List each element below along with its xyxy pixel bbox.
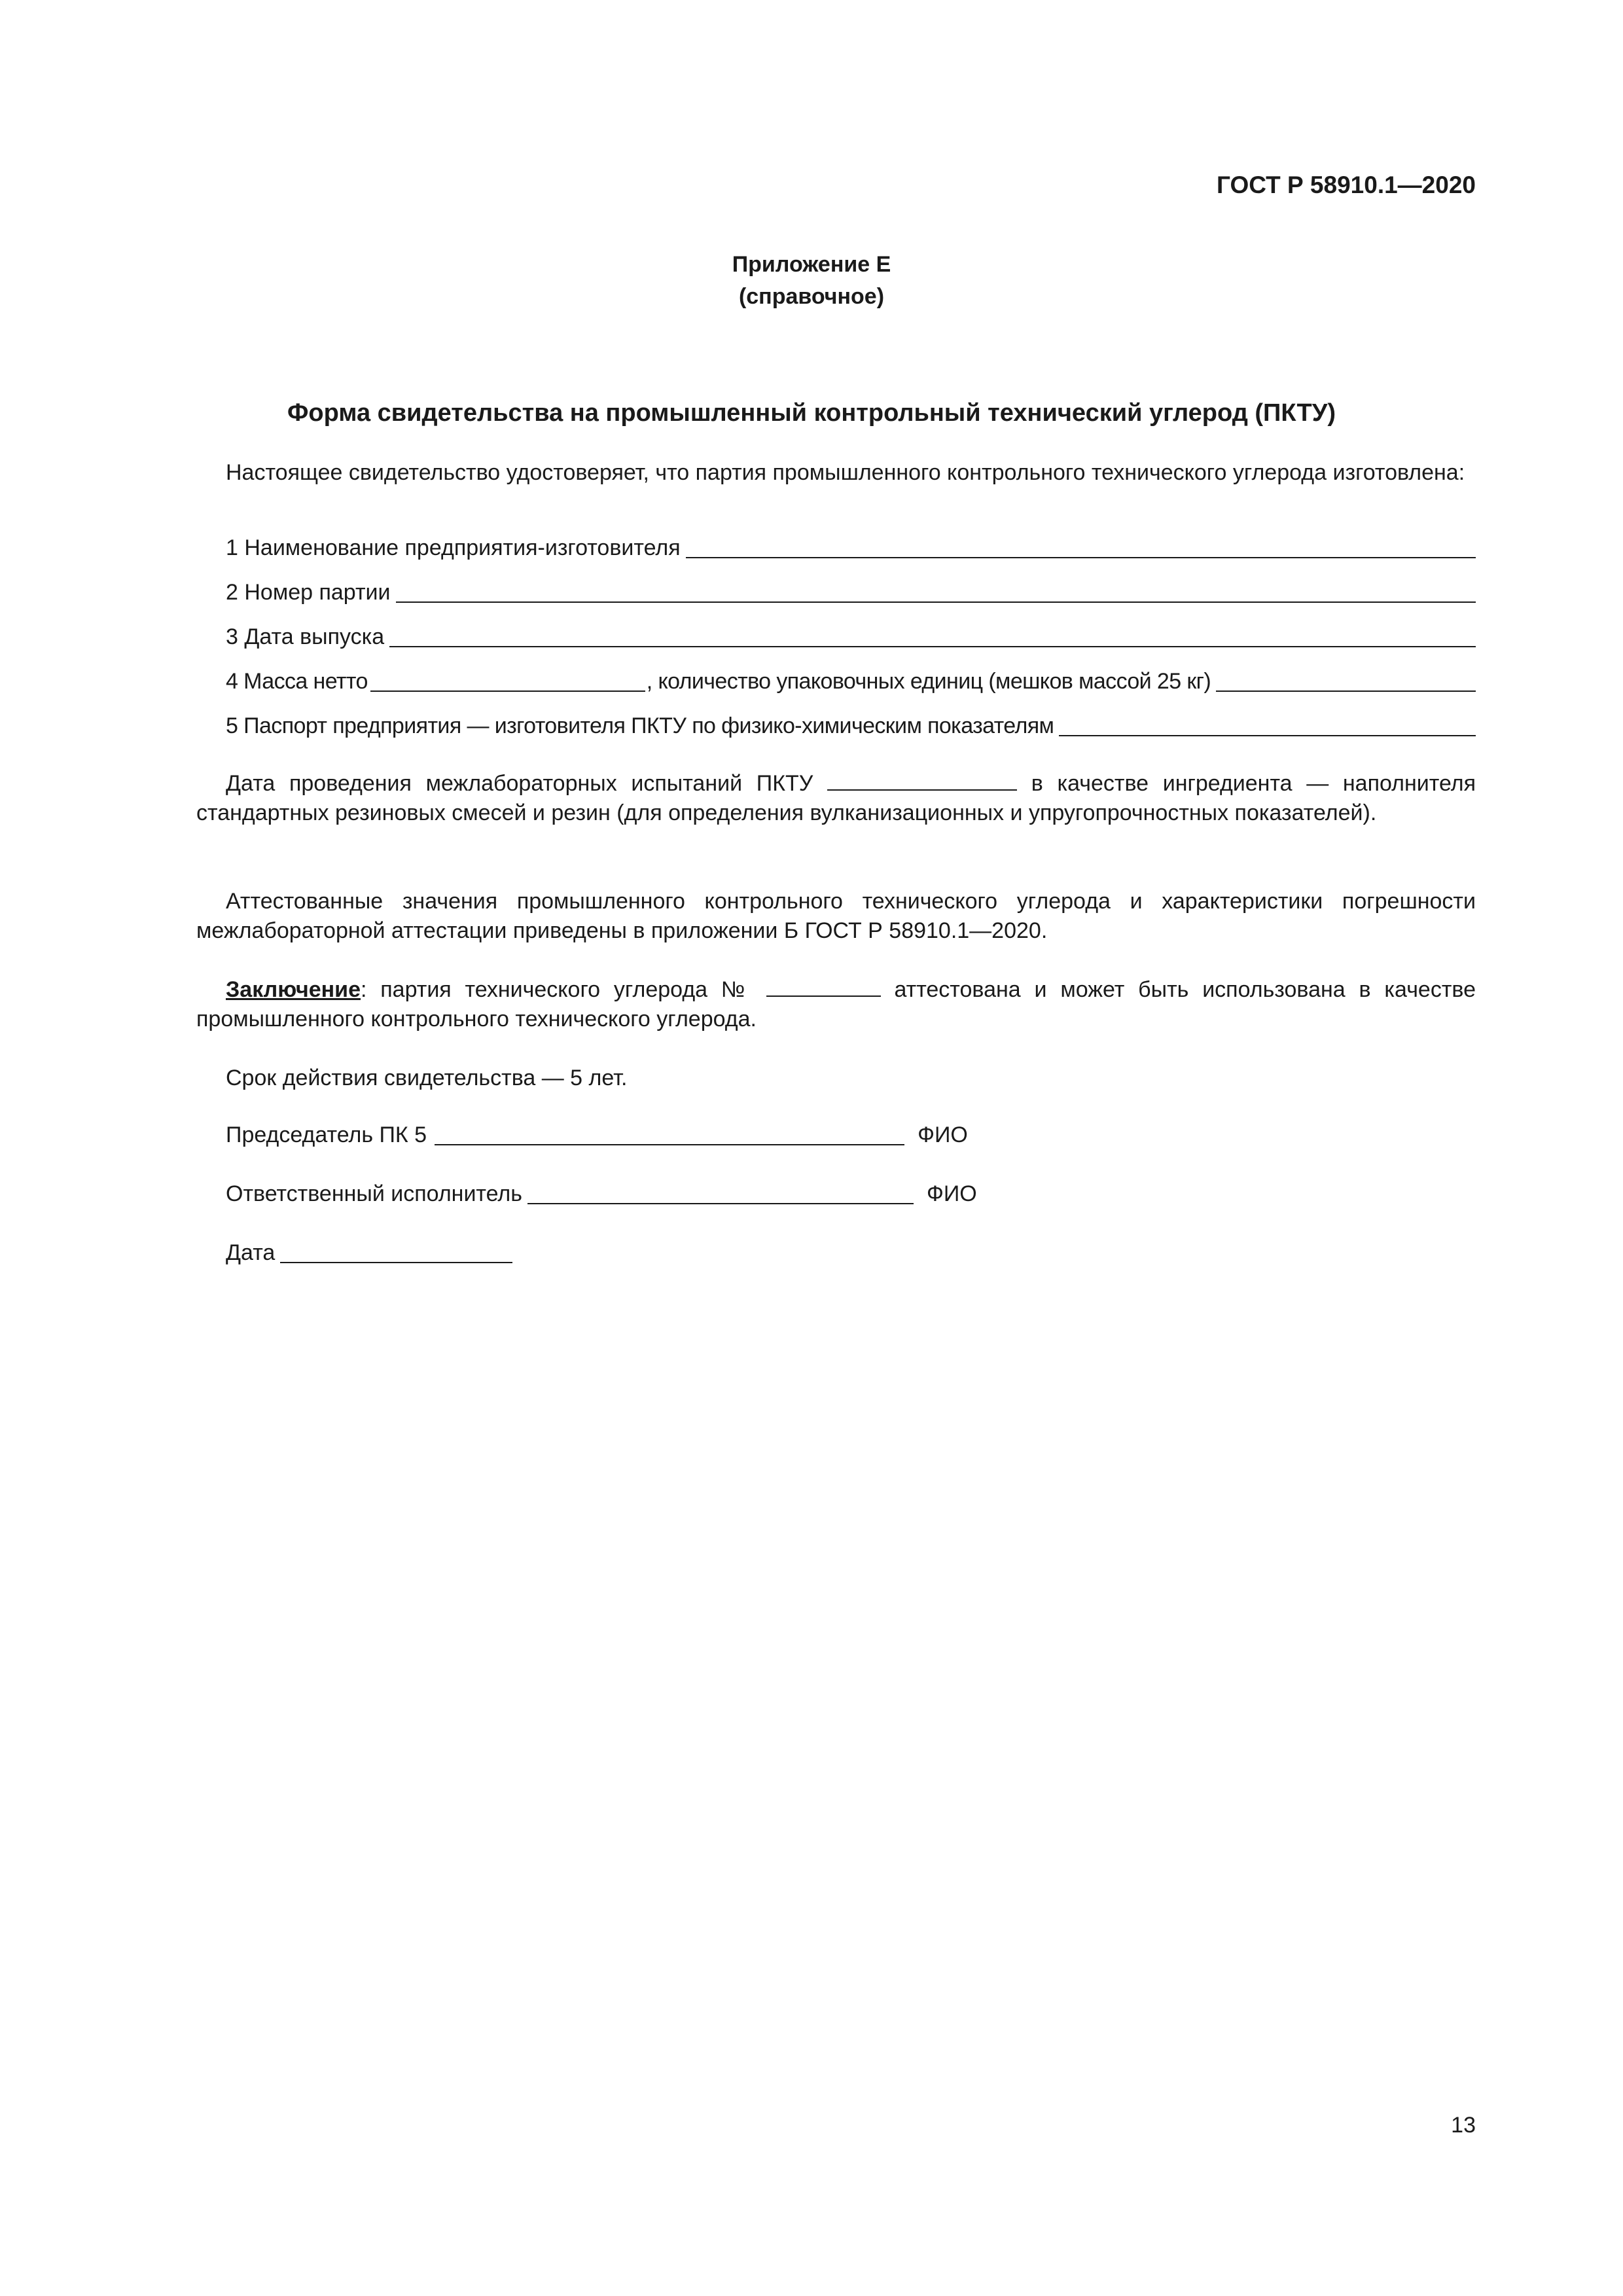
conclusion-paragraph xyxy=(196,975,1476,1034)
fill-line[interactable] xyxy=(1059,713,1476,736)
batch-number-blank[interactable] xyxy=(766,976,881,997)
field-label: 2 Номер партии xyxy=(226,580,391,605)
field-label-units: , количество упаковочных единиц (мешков массой 25 кг) xyxy=(646,669,1211,694)
conclusion-text: : партия технического углерода № xyxy=(360,977,766,1002)
test-date-blank[interactable] xyxy=(827,770,1017,791)
field-label: 5 Паспорт предприятия — изготовителя ПКТУ по физико-химическим показателям xyxy=(226,713,1054,738)
signature-label: Дата xyxy=(226,1240,276,1265)
field-label: 3 Дата выпуска xyxy=(226,624,385,649)
signature-label: Ответственный исполнитель xyxy=(226,1181,522,1206)
appendix-heading xyxy=(0,249,1623,313)
attested-values-paragraph: Аттестованные значения промышленного контрольного технического углерода и характеристики погрешности межлабораторной аттестации приведены в приложении Б ГОСТ Р 58910.1—2020. xyxy=(196,889,1476,943)
signature-chairman xyxy=(226,1121,1011,1149)
conclusion-text-continued: аттестована и может быть использована в качестве промышленного контрольного технического углерода. xyxy=(196,977,1476,1031)
form-field-manufacturer xyxy=(226,533,1476,562)
field-label: 4 Масса нетто xyxy=(226,669,368,694)
signature-line[interactable] xyxy=(435,1122,904,1145)
signature-date xyxy=(226,1238,618,1267)
date-line[interactable] xyxy=(280,1240,512,1263)
test-date-paragraph xyxy=(196,769,1476,828)
signature-label: Председатель ПК 5 xyxy=(226,1122,427,1147)
form-field-release-date xyxy=(226,622,1476,651)
signature-suffix: ФИО xyxy=(926,1181,977,1206)
form-field-passport xyxy=(226,711,1476,740)
conclusion-label: Заключение xyxy=(226,977,361,1002)
fill-line[interactable] xyxy=(396,579,1476,603)
document-code: ГОСТ Р 58910.1—2020 xyxy=(1217,171,1476,198)
validity-paragraph: Срок действия свидетельства — 5 лет. xyxy=(226,1066,628,1090)
signature-suffix: ФИО xyxy=(918,1122,968,1147)
intro-paragraph: Настоящее свидетельство удостоверяет, что партия промышленного контрольного технического углерода изготовлена: xyxy=(226,460,1465,485)
test-date-text: Дата проведения межлабораторных испытаний ПКТУ xyxy=(226,771,828,796)
form-field-net-mass xyxy=(226,667,1476,696)
form-title: Форма свидетельства на промышленный контрольный технический углерод (ПКТУ) xyxy=(287,399,1336,427)
form-field-batch-number xyxy=(226,578,1476,607)
fill-line-mass[interactable] xyxy=(370,668,645,692)
appendix-kind: (справочное) xyxy=(738,284,885,309)
page-number: 13 xyxy=(1451,2113,1476,2138)
signature-executor xyxy=(226,1179,1011,1208)
signature-line[interactable] xyxy=(527,1181,914,1204)
fill-line[interactable] xyxy=(686,535,1476,558)
fill-line-units[interactable] xyxy=(1216,668,1476,692)
field-label: 1 Наименование предприятия-изготовителя xyxy=(226,535,681,560)
fill-line[interactable] xyxy=(389,624,1476,647)
appendix-title: Приложение Е xyxy=(732,252,891,277)
test-date-text-continued: в качестве ингредиента — наполнителя стандартных резиновых смесей и резин (для определения вулканизационных и упругопрочностных показателей). xyxy=(196,771,1476,825)
